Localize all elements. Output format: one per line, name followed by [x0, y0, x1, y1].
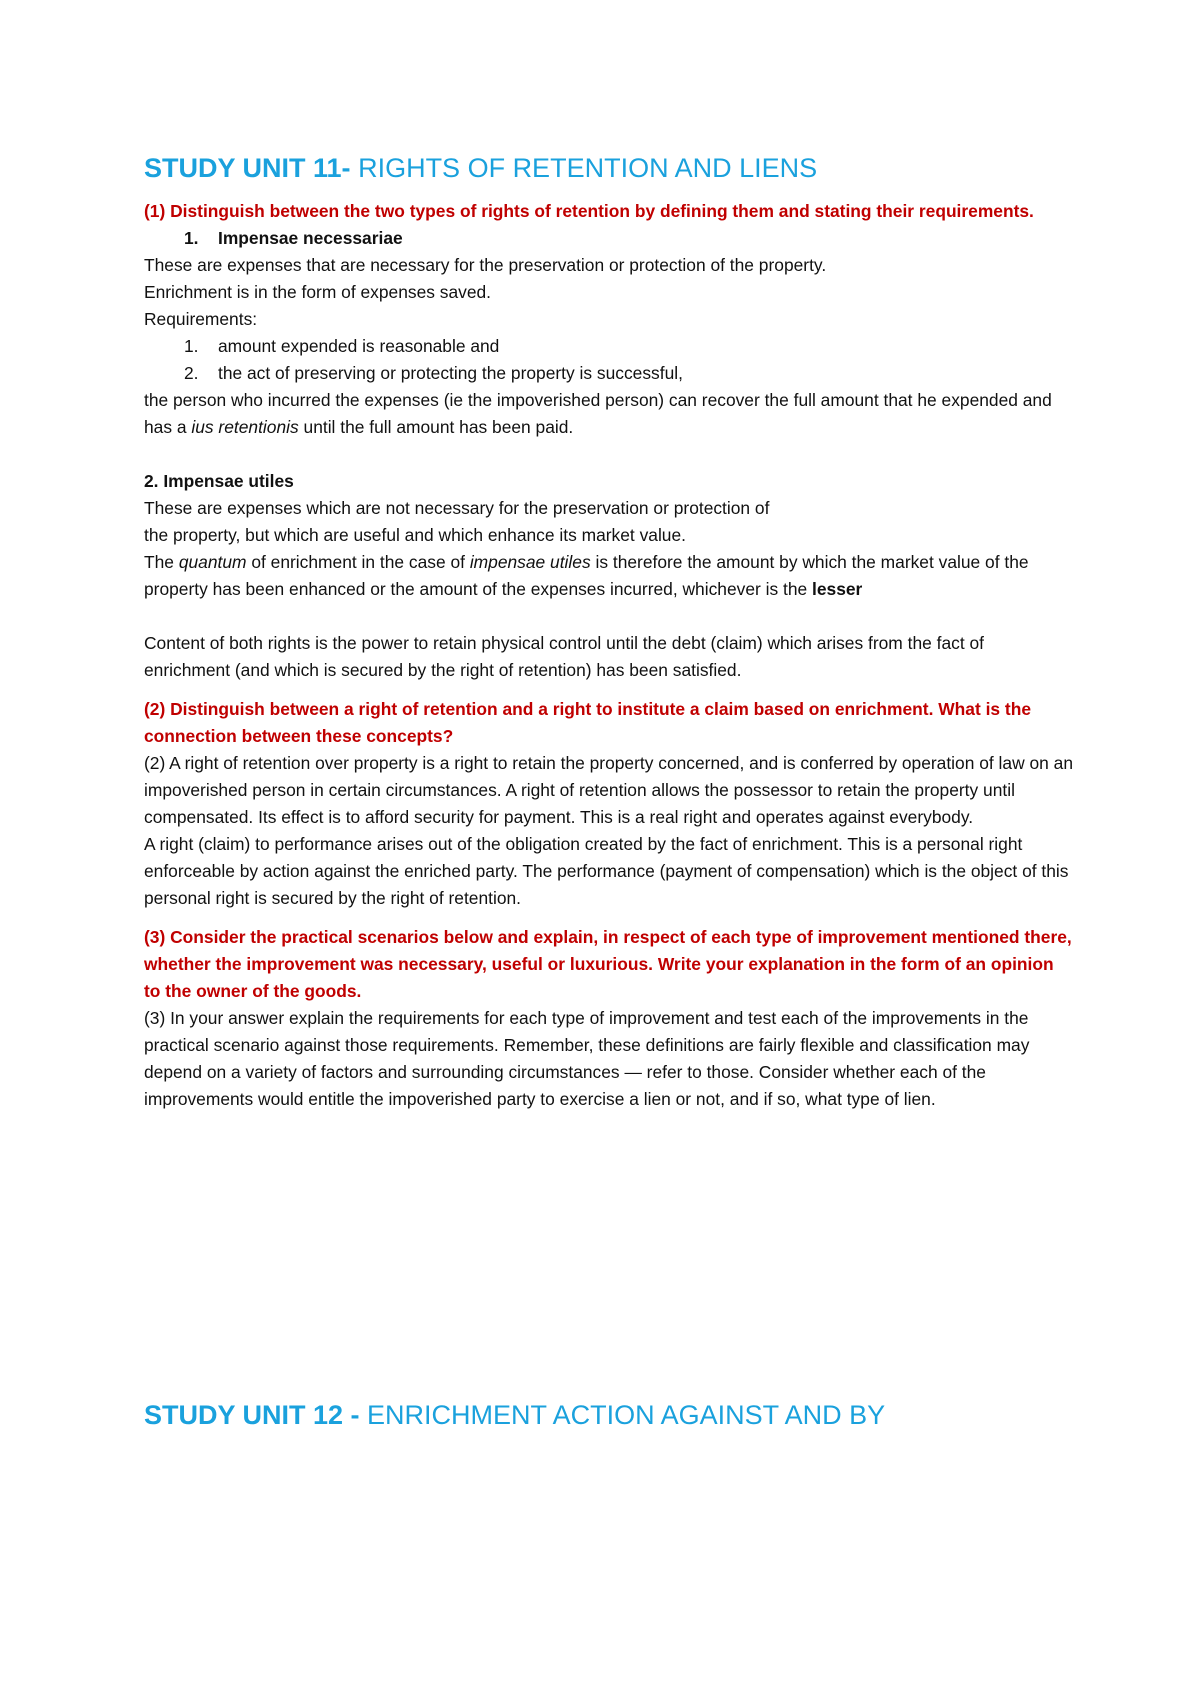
list-item — [144, 333, 1074, 360]
list-item — [144, 360, 1074, 387]
utiles-definition-1: These are expenses which are not necessary for the preservation or protection of — [144, 498, 770, 518]
consequence-text: the person who incurred the expenses (ie the impoverished person) can recover the full amount that he expended and has a — [144, 390, 1052, 437]
unit-12-number: STUDY UNIT 12 - — [144, 1400, 360, 1430]
impensae-utiles-title: 2. Impensae utiles — [144, 471, 294, 491]
question-1: (1) Distinguish between the two types of rights of retention by defining them and stating their requirements. — [144, 201, 1034, 221]
list-marker: 2. — [184, 363, 199, 383]
impensae-necessariae-title: Impensae necessariae — [218, 228, 403, 248]
requirement-text: amount expended is reasonable and — [218, 336, 500, 356]
answer-3: (3) In your answer explain the requirements for each type of improvement and test each of the improvements in the practical scenario against those requirements. Remember, these definitions are fairly flexible and classification may depend on a variety of factors and surrounding circumstances — refer to those. Consider whether each of the improvements would entitle the impoverished party to exercise a lien or not, and if so, what type of lien. — [144, 1008, 1030, 1109]
impensae-utiles-term: impensae utiles — [469, 552, 591, 572]
study-unit-12-heading — [144, 1397, 885, 1433]
impensae-necessariae-item — [144, 225, 1074, 252]
requirements-list — [144, 333, 1074, 387]
quantum-text-b: of enrichment in the case of — [246, 552, 470, 572]
answer-2-part-2: A right (claim) to performance arises out of the obligation created by the fact of enrichment. This is a personal right enforceable by action against the enriched party. The performance (payment of compensation) which is the object of this personal right is secured by the right of retention. — [144, 834, 1069, 908]
unit-11-number: STUDY UNIT 11- — [144, 153, 351, 183]
consequence-text-end: until the full amount has been paid. — [298, 417, 574, 437]
list-marker: 1. — [184, 336, 199, 356]
utiles-quantum — [144, 549, 1074, 603]
question-2: (2) Distinguish between a right of retention and a right to institute a claim based on enrichment. What is the connection between these concepts? — [144, 699, 1032, 746]
requirement-text: the act of preserving or protecting the property is successful, — [218, 363, 683, 383]
content-of-both-rights: Content of both rights is the power to retain physical control until the debt (claim) which arises from the fact of enrichment (and which is secured by the right of retention) has been satisfied. — [144, 633, 984, 680]
lesser-term: lesser — [812, 579, 863, 599]
quantum-term: quantum — [178, 552, 247, 572]
unit-11-title: RIGHTS OF RETENTION AND LIENS — [350, 153, 818, 183]
document-body — [144, 150, 1074, 1113]
question-3: (3) Consider the practical scenarios below and explain, in respect of each type of improvement mentioned there, whether the improvement was necessary, useful or luxurious. Write your explanation in the form of an opinion to the owner of the goods. — [144, 927, 1072, 1001]
quantum-text-a: The — [144, 552, 179, 572]
utiles-definition-2: the property, but which are useful and which enhance its market value. — [144, 525, 686, 545]
ius-retentionis-term: ius retentionis — [191, 417, 299, 437]
retention-types-list — [144, 225, 1074, 252]
list-marker: 1. — [184, 228, 199, 248]
study-unit-11-heading — [144, 150, 1074, 186]
necessariae-enrichment-form: Enrichment is in the form of expenses saved. — [144, 282, 492, 302]
necessariae-definition: These are expenses that are necessary for the preservation or protection of the property. — [144, 255, 827, 275]
requirements-label: Requirements: — [144, 309, 258, 329]
unit-12-title: ENRICHMENT ACTION AGAINST AND BY — [359, 1400, 886, 1430]
quantum-text-c: is therefore the amount by which the market value of the property has been enhanced or the amount of the expenses incurred, whichever is the — [144, 552, 1029, 599]
answer-2-part-1: (2) A right of retention over property is a right to retain the property concerned, and is conferred by operation of law on an impoverished person in certain circumstances. A right of retention allows the possessor to retain the property until compensated. Its effect is to afford security for payment. This is a real right and operates against everybody. — [144, 753, 1073, 827]
necessariae-consequence — [144, 387, 1074, 441]
